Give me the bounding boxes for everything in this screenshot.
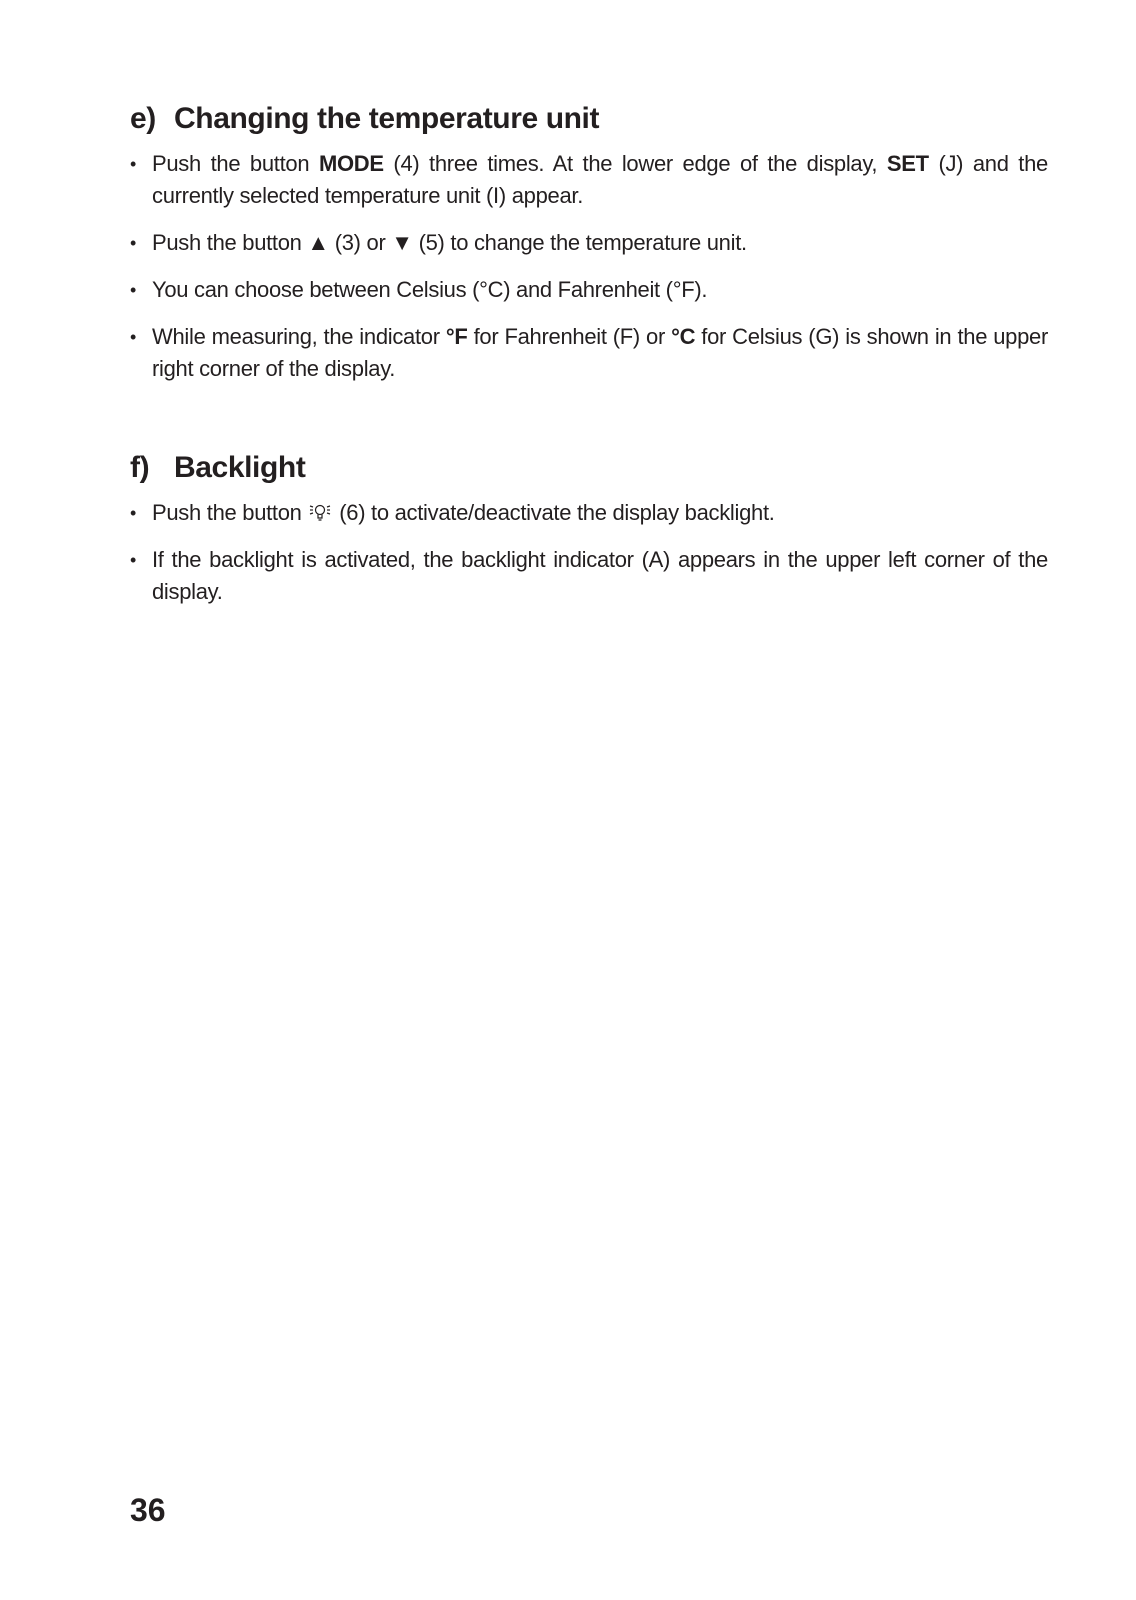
bullet-item [130, 274, 1048, 306]
bullet-text: If the backlight is activated, the backlight indicator (A) appears in the upper left corner of the display. [152, 547, 1048, 604]
bullet-list [130, 497, 1048, 608]
bullet-item [130, 321, 1048, 385]
bullet-item [130, 544, 1048, 608]
bold-term: °C [671, 324, 696, 349]
section-letter: f) [130, 451, 150, 484]
page-number: 36 [130, 1492, 166, 1528]
section-heading [130, 100, 1048, 138]
bullet-item [130, 148, 1048, 212]
section-title: Changing the temperature unit [174, 102, 600, 135]
bullet-text: (4) three times. At the lower edge of the display, [383, 151, 887, 176]
bullet-marker: • [130, 503, 137, 523]
bullet-marker: • [130, 154, 137, 174]
section-heading [130, 449, 1048, 487]
section-letter: e) [130, 102, 156, 135]
bullet-marker: • [130, 233, 137, 253]
bullet-text: Push the button [152, 151, 319, 176]
bullet-text: for Celsius (G) is shown in the upper right corner of the display. [152, 324, 1049, 381]
bold-term: °F [445, 324, 468, 349]
section-backlight [130, 449, 1048, 623]
bullet-text: You can choose between Celsius (°C) and Fahrenheit (°F). [152, 277, 708, 302]
light-bulb-icon [307, 499, 333, 519]
bullet-marker: • [130, 327, 137, 347]
bullet-text: for Fahrenheit (F) or [467, 324, 672, 349]
bullet-text: Push the button ▲ (3) or ▼ (5) to change the temperature unit. [152, 230, 747, 255]
bold-term: SET [886, 151, 929, 176]
section-temperature-unit [130, 100, 1048, 400]
bullet-text: Push the button [152, 500, 308, 525]
bullet-item [130, 497, 1048, 529]
bullet-marker: • [130, 550, 137, 570]
bullet-list [130, 148, 1048, 385]
bold-term: MODE [318, 151, 384, 176]
bullet-text: While measuring, the indicator [152, 324, 446, 349]
bullet-text: (J) and the currently selected temperature unit (I) appear. [152, 151, 1048, 208]
bullet-marker: • [130, 280, 137, 300]
bullet-item [130, 227, 1048, 259]
bullet-text: (6) to activate/deactivate the display backlight. [333, 500, 775, 525]
section-title: Backlight [174, 451, 306, 484]
